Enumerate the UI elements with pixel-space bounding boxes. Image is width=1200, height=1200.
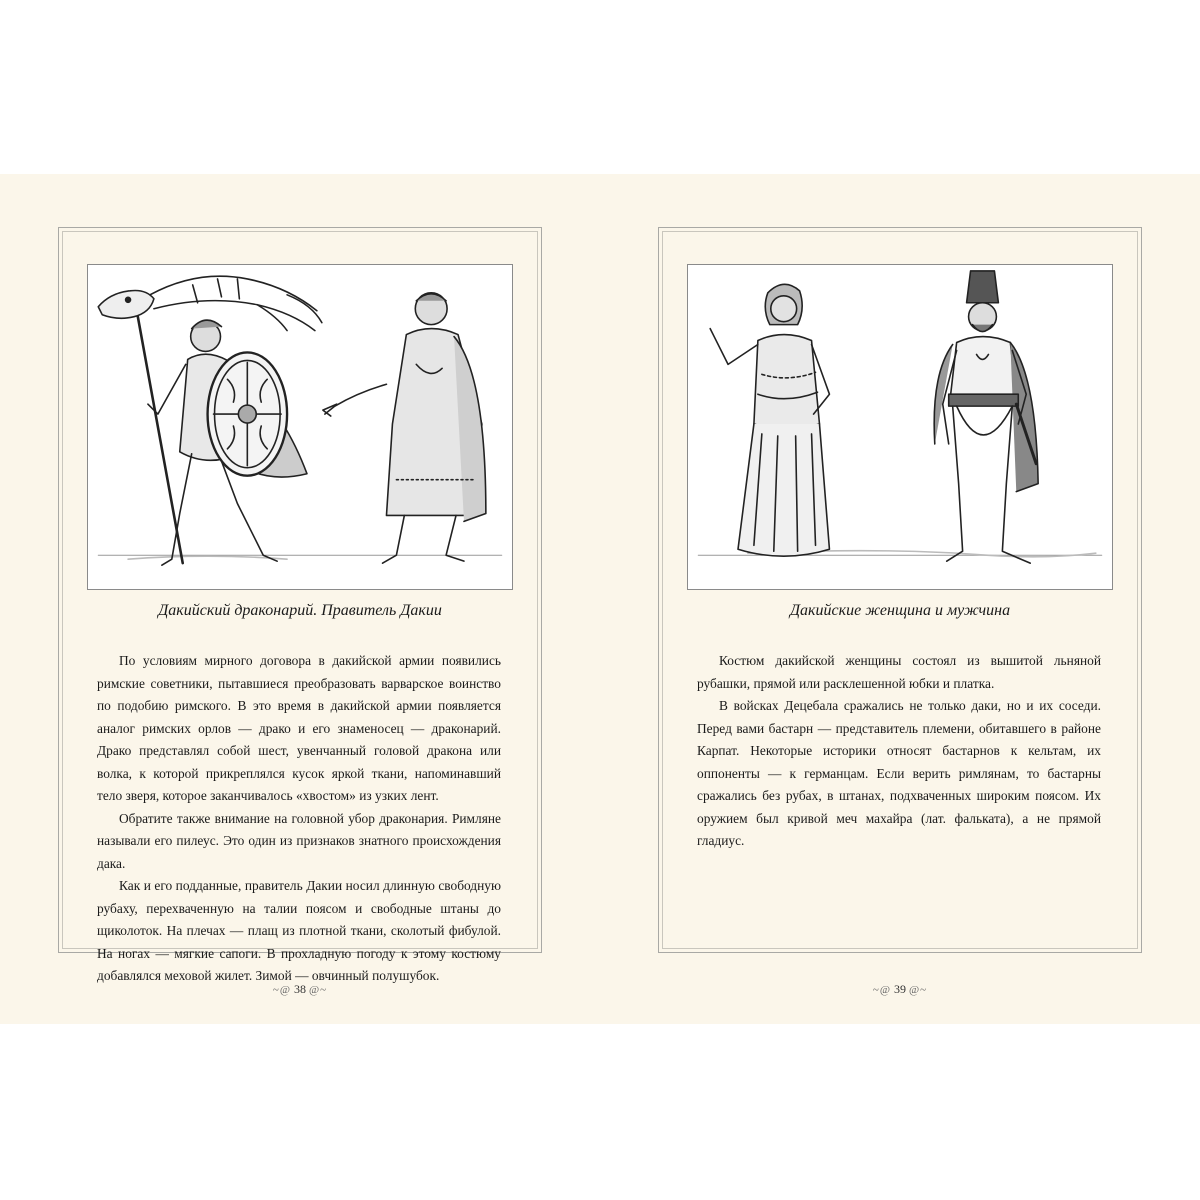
right-page-number-text: 39 — [894, 982, 906, 996]
wave-ornament-icon: ~@ — [872, 984, 891, 996]
right-page-number — [860, 982, 940, 997]
right-illustration — [687, 264, 1113, 590]
right-caption: Дакийские женщина и мужчина — [789, 602, 1011, 619]
draconarius-engraving — [88, 265, 512, 589]
right-body-text — [697, 650, 1101, 853]
left-paragraph-1: По условиям мирного договора в дакийской армии появились римские советники, пытавшиеся преобразовать варварское воинство по подобию римского. В это время в дакийской армии появляется аналог римских орлов — драко и его знаменосец — драконарий. Драко представлял собой шест, увенчанный головой дракона или волка, к которой прикреплялся кусок яркой ткани, напоминавший тело зверя, которое заканчивалось «хвостом» из узких лент. — [97, 653, 501, 803]
left-illustration — [87, 264, 513, 590]
wave-ornament-icon: @~ — [909, 984, 928, 996]
wave-ornament-icon: ~@ — [272, 984, 291, 996]
left-page-number-text: 38 — [294, 982, 306, 996]
wave-ornament-icon: @~ — [309, 984, 328, 996]
left-paragraph-3: Как и его подданные, правитель Дакии носил длинную свободную рубаху, перехваченную на талии поясом и свободные штаны до щиколоток. На плечах — плащ из плотной ткани, сколотый фибулой. На ногах — мягкие сапоги. В прохладную погоду к этому костюму добавлялся меховой жилет. Зимой — овчинный полушубок. — [97, 878, 501, 983]
left-caption: Дакийский драконарий. Правитель Дакии — [158, 602, 442, 619]
right-paragraph-1: Костюм дакийской женщины состоял из вышитой льняной рубашки, прямой или расклешенной юбки и платка. — [697, 653, 1101, 691]
book-spread — [0, 174, 1200, 1024]
left-page — [58, 227, 542, 983]
dacian-woman-man-engraving — [688, 265, 1112, 589]
right-paragraph-2: В войсках Децебала сражались не только даки, но и их соседи. Перед вами бастарн — представитель племени, обитавшего в районе Карпат. Некоторые историки относят бастарнов к кельтам, их оппоненты — к германцам. Если верить римлянам, то бастарны сражались без рубах, в штанах, подхваченных широким поясом. Их оружием был кривой меч махайра (лат. фальката), а не прямой гладиус. — [697, 698, 1101, 848]
left-body-text — [97, 650, 501, 988]
right-page — [658, 227, 1142, 953]
left-paragraph-2: Обратите также внимание на головной убор драконария. Римляне называли его пилеус. Это один из признаков знатного происхождения дака. — [97, 810, 501, 871]
left-page-number — [260, 982, 340, 997]
